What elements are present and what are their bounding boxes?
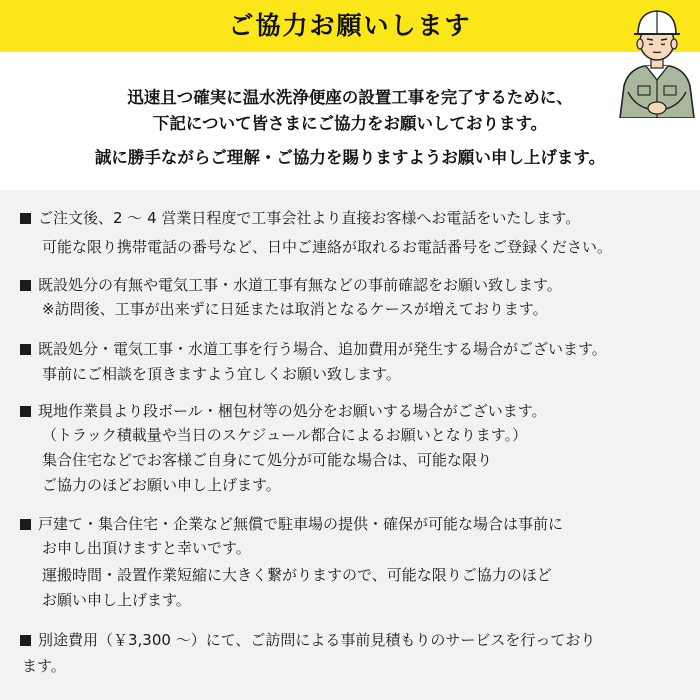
intro-line-1: 迅速且つ確実に温水洗浄便座の設置工事を完了するために、 xyxy=(127,88,573,107)
black-square-icon xyxy=(20,344,31,355)
notice-5-line-1: 戸建て・集合住宅・企業など無償で駐車場の提供・確保が可能な場合は事前に xyxy=(38,515,564,533)
notice-5-line-4: お願い申し上げます。 xyxy=(42,591,191,609)
notice-2-line-1: 既設処分の有無や電気工事・水道工事有無などの事前確認をお願い致します。 xyxy=(38,276,562,294)
intro-section xyxy=(0,52,700,190)
notice-5-line-3: 運搬時間・設置作業短縮に大きく繋がりますので、可能な限りご協力のほど xyxy=(42,566,552,584)
notice-3-line-2: 事前にご相談を頂きますよう宜しくお願い致します。 xyxy=(42,365,401,383)
black-square-icon xyxy=(20,635,31,646)
notice-4-line-4: ご協力のほどお願い申し上げます。 xyxy=(42,476,281,494)
notice-5-line-2: お申し出頂けますと幸いです。 xyxy=(42,539,251,557)
intro-line-3: 誠に勝手ながらご理解・ご協力を賜りますようお願い申し上げます。 xyxy=(94,148,606,167)
black-square-icon xyxy=(20,519,31,530)
notice-6-line-2: ます。 xyxy=(22,657,66,675)
black-square-icon xyxy=(20,406,31,417)
black-square-icon xyxy=(20,280,31,291)
notice-3-line-1: 既設処分・電気工事・水道工事を行う場合、追加費用が発生する場合がございます。 xyxy=(38,340,607,358)
notice-1-line-1: ご注文後、2 ～ 4 営業日程度で工事会社より直接お客様へお電話をいたします。 xyxy=(38,209,581,227)
notice-4-line-2: （トラック積載量や当日のスケジュール都合によるお願いとなります。） xyxy=(42,426,528,444)
notice-4-line-3: 集合住宅などでお客様ご自身にて処分が可能な場合は、可能な限り xyxy=(42,451,493,469)
black-square-icon xyxy=(20,213,31,224)
notice-4-line-1: 現地作業員より段ボール・梱包材等の処分をお願いする場合がございます。 xyxy=(38,402,547,420)
notice-6-line-1: 別途費用（￥3,300 ～）にて、ご訪問による事前見積もりのサービスを行っており xyxy=(38,631,596,649)
notice-2-line-2: ※訪問後、工事が出来ずに日延または取消となるケースが増えております。 xyxy=(42,300,548,318)
construction-worker-icon xyxy=(614,0,700,118)
notice-1-line-2: 可能な限り携帯電話の番号など、日中ご連絡が取れるお電話番号をご登録ください。 xyxy=(42,238,613,256)
page-title: ご協力お願いします xyxy=(228,11,472,40)
intro-line-2: 下記について皆さまにご協力をお願いしております。 xyxy=(152,114,548,133)
